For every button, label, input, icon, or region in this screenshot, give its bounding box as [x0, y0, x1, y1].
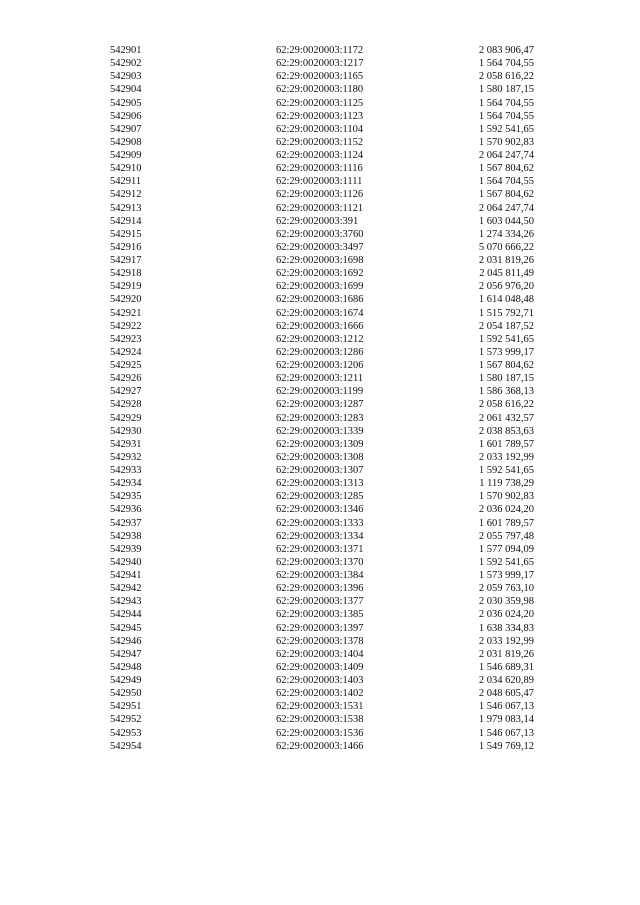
- table-row: [0, 543, 640, 556]
- table-row: [0, 595, 640, 608]
- table-row: [0, 713, 640, 726]
- row-id: 542905: [110, 97, 142, 109]
- row-id: 542952: [110, 714, 142, 726]
- cadastral-value: 1 577 094,09: [478, 543, 534, 555]
- table-row: [0, 425, 640, 438]
- row-id: 542939: [110, 543, 142, 555]
- cadastral-number: 62:29:0020003:1699: [276, 281, 364, 293]
- cadastral-number: 62:29:0020003:1172: [276, 45, 364, 56]
- cadastral-value: 2 056 976,20: [478, 281, 534, 293]
- cadastral-value: 1 592 541,65: [478, 465, 534, 476]
- table-row: [0, 635, 640, 648]
- cadastral-value: 2 064 247,74: [478, 202, 534, 214]
- table-row: [0, 385, 640, 398]
- table-row: [0, 149, 640, 162]
- cadastral-number: 62:29:0020003:1121: [276, 202, 364, 214]
- cadastral-number: 62:29:0020003:1531: [276, 701, 364, 713]
- cadastral-number: 62:29:0020003:3760: [276, 228, 364, 240]
- cadastral-number: 62:29:0020003:1686: [276, 294, 364, 306]
- cadastral-value: 1 119 738,29: [479, 478, 534, 490]
- cadastral-value: 2 030 359,98: [478, 596, 534, 608]
- row-id: 542935: [110, 491, 142, 503]
- cadastral-value: 1 573 999,17: [478, 570, 534, 581]
- row-id: 542948: [110, 661, 142, 673]
- cadastral-number: 62:29:0020003:1211: [276, 373, 364, 385]
- cadastral-value: 2 033 192,99: [478, 635, 534, 647]
- table-row: [0, 188, 640, 201]
- cadastral-number: 62:29:0020003:1409: [276, 661, 364, 673]
- cadastral-value: 1 592 541,65: [478, 123, 534, 135]
- table-row: [0, 398, 640, 411]
- cadastral-number: 62:29:0020003:1286: [276, 346, 364, 358]
- cadastral-number: 62:29:0020003:1307: [276, 465, 364, 476]
- table-row: [0, 228, 640, 241]
- row-id: 542925: [110, 360, 142, 371]
- table-row: [0, 674, 640, 687]
- row-id: 542901: [110, 45, 142, 56]
- row-id: 542911: [110, 176, 142, 188]
- cadastral-value: 2 045 811,49: [479, 268, 534, 280]
- cadastral-value: 1 549 769,12: [478, 740, 534, 752]
- table-row: [0, 136, 640, 149]
- cadastral-value: 1 564 704,55: [478, 58, 534, 70]
- table-row: [0, 687, 640, 700]
- row-id: 542921: [110, 307, 142, 319]
- cadastral-value: 1 546 067,13: [478, 701, 534, 713]
- table-row: [0, 438, 640, 451]
- cadastral-number: 62:29:0020003:1285: [276, 491, 364, 503]
- row-id: 542932: [110, 451, 142, 463]
- table-row: [0, 464, 640, 477]
- table-row: [0, 490, 640, 503]
- row-id: 542953: [110, 727, 142, 739]
- row-id: 542941: [110, 570, 142, 581]
- cadastral-value: 2 058 616,22: [478, 71, 534, 83]
- cadastral-number: 62:29:0020003:1123: [276, 110, 364, 122]
- table-row: [0, 202, 640, 215]
- cadastral-number: 62:29:0020003:1152: [276, 136, 364, 148]
- row-id: 542949: [110, 675, 142, 686]
- row-id: 542907: [110, 123, 142, 135]
- cadastral-number: 62:29:0020003:1206: [276, 360, 364, 371]
- cadastral-value: 1 592 541,65: [478, 556, 534, 568]
- cadastral-number: 62:29:0020003:1333: [276, 517, 364, 529]
- table-row: [0, 293, 640, 306]
- cadastral-value: 2 036 024,20: [478, 504, 534, 516]
- cadastral-value: 2 038 853,63: [478, 425, 534, 437]
- cadastral-number: 62:29:0020003:1466: [276, 740, 364, 752]
- cadastral-number: 62:29:0020003:1116: [276, 163, 363, 175]
- cadastral-value: 1 601 789,57: [478, 438, 534, 450]
- table-row: [0, 44, 640, 57]
- table-row: [0, 700, 640, 713]
- table-row: [0, 569, 640, 582]
- table-row: [0, 346, 640, 359]
- row-id: 542909: [110, 150, 142, 161]
- row-id: 542950: [110, 688, 142, 700]
- cadastral-number: 62:29:0020003:1199: [276, 386, 364, 398]
- table-row: [0, 451, 640, 464]
- cadastral-value: 1 614 048,48: [478, 294, 534, 306]
- table-row: [0, 320, 640, 333]
- cadastral-value: 1 567 804,62: [478, 189, 534, 201]
- cadastral-value: 1 979 083,14: [478, 714, 534, 726]
- row-id: 542902: [110, 58, 142, 70]
- row-id: 542908: [110, 136, 142, 148]
- cadastral-number: 62:29:0020003:1126: [276, 189, 364, 201]
- cadastral-number: 62:29:0020003:1402: [276, 688, 364, 700]
- cadastral-value: 1 580 187,15: [478, 373, 534, 385]
- cadastral-number: 62:29:0020003:1180: [276, 84, 364, 96]
- table-row: [0, 162, 640, 175]
- row-id: 542924: [110, 346, 142, 358]
- table-row: [0, 412, 640, 425]
- table-row: [0, 175, 640, 188]
- table-row: [0, 280, 640, 293]
- cadastral-value: 2 048 605,47: [478, 688, 534, 700]
- cadastral-number: 62:29:0020003:1104: [276, 123, 364, 135]
- row-id: 542927: [110, 386, 142, 398]
- row-id: 542922: [110, 320, 142, 332]
- cadastral-value: 1 546 067,13: [478, 727, 534, 739]
- row-id: 542904: [110, 84, 142, 96]
- row-id: 542930: [110, 425, 142, 437]
- cadastral-value: 2 055 797,48: [478, 530, 534, 542]
- table-row: [0, 307, 640, 320]
- row-id: 542912: [110, 189, 142, 201]
- row-id: 542910: [110, 163, 142, 175]
- table-row: [0, 359, 640, 372]
- cadastral-number: 62:29:0020003:1346: [276, 504, 364, 516]
- cadastral-number: 62:29:0020003:1371: [276, 543, 364, 555]
- table-row: [0, 333, 640, 346]
- row-id: 542942: [110, 583, 142, 595]
- cadastral-number: 62:29:0020003:391: [276, 215, 359, 227]
- cadastral-number: 62:29:0020003:1403: [276, 675, 364, 686]
- cadastral-value: 5 070 666,22: [478, 241, 534, 253]
- cadastral-value: 2 058 616,22: [478, 399, 534, 411]
- table-row: [0, 503, 640, 516]
- table-row: [0, 661, 640, 674]
- cadastral-value: 1 638 334,83: [478, 622, 534, 634]
- table-row: [0, 648, 640, 661]
- table-row: [0, 556, 640, 569]
- cadastral-value: 2 031 819,26: [478, 648, 534, 660]
- row-id: 542933: [110, 465, 142, 476]
- cadastral-number: 62:29:0020003:1397: [276, 622, 364, 634]
- row-id: 542903: [110, 71, 142, 83]
- row-id: 542914: [110, 215, 142, 227]
- cadastral-number: 62:29:0020003:1396: [276, 583, 364, 595]
- cadastral-value: 2 033 192,99: [478, 451, 534, 463]
- cadastral-value: 2 054 187,52: [478, 320, 534, 332]
- row-id: 542917: [110, 255, 142, 266]
- cadastral-value: 1 567 804,62: [478, 163, 534, 175]
- cadastral-value: 1 564 704,55: [478, 110, 534, 122]
- row-id: 542918: [110, 268, 142, 280]
- cadastral-value: 2 083 906,47: [478, 45, 534, 56]
- table-row: [0, 97, 640, 110]
- cadastral-number: 62:29:0020003:1125: [276, 97, 364, 109]
- cadastral-value: 2 031 819,26: [478, 255, 534, 266]
- cadastral-number: 62:29:0020003:1339: [276, 425, 364, 437]
- cadastral-number: 62:29:0020003:1212: [276, 333, 364, 345]
- cadastral-number: 62:29:0020003:3497: [276, 241, 364, 253]
- row-id: 542938: [110, 530, 142, 542]
- cadastral-value: 1 515 792,71: [478, 307, 534, 319]
- table-row: [0, 57, 640, 70]
- table-row: [0, 608, 640, 621]
- cadastral-number: 62:29:0020003:1378: [276, 635, 364, 647]
- cadastral-number: 62:29:0020003:1384: [276, 570, 364, 581]
- cadastral-number: 62:29:0020003:1334: [276, 530, 364, 542]
- cadastral-value: 1 570 902,83: [478, 491, 534, 503]
- cadastral-number: 62:29:0020003:1309: [276, 438, 364, 450]
- row-id: 542951: [110, 701, 142, 713]
- row-id: 542906: [110, 110, 142, 122]
- table-row: [0, 372, 640, 385]
- cadastral-number: 62:29:0020003:1370: [276, 556, 364, 568]
- table-row: [0, 254, 640, 267]
- cadastral-number: 62:29:0020003:1124: [276, 150, 364, 161]
- row-id: 542919: [110, 281, 142, 293]
- cadastral-number: 62:29:0020003:1698: [276, 255, 364, 266]
- table-row: [0, 477, 640, 490]
- table-row: [0, 727, 640, 740]
- row-id: 542943: [110, 596, 142, 608]
- row-id: 542940: [110, 556, 142, 568]
- row-id: 542920: [110, 294, 142, 306]
- row-id: 542946: [110, 635, 142, 647]
- row-id: 542928: [110, 399, 142, 411]
- cadastral-value: 1 601 789,57: [478, 517, 534, 529]
- cadastral-value: 1 567 804,62: [478, 360, 534, 371]
- cadastral-value: 2 061 432,57: [478, 412, 534, 424]
- table-row: [0, 530, 640, 543]
- cadastral-value: 1 580 187,15: [478, 84, 534, 96]
- cadastral-value: 1 592 541,65: [478, 333, 534, 345]
- cadastral-number: 62:29:0020003:1666: [276, 320, 364, 332]
- table-row: [0, 215, 640, 228]
- cadastral-number: 62:29:0020003:1674: [276, 307, 364, 319]
- table-row: [0, 123, 640, 136]
- table-row: [0, 70, 640, 83]
- cadastral-number: 62:29:0020003:1283: [276, 412, 364, 424]
- cadastral-number: 62:29:0020003:1377: [276, 596, 364, 608]
- row-id: 542923: [110, 333, 142, 345]
- row-id: 542937: [110, 517, 142, 529]
- cadastral-number: 62:29:0020003:1313: [276, 478, 364, 490]
- cadastral-number: 62:29:0020003:1538: [276, 714, 364, 726]
- cadastral-number: 62:29:0020003:1217: [276, 58, 364, 70]
- row-id: 542945: [110, 622, 142, 634]
- cadastral-number: 62:29:0020003:1536: [276, 727, 364, 739]
- table-row: [0, 267, 640, 280]
- row-id: 542926: [110, 373, 142, 385]
- row-id: 542934: [110, 478, 142, 490]
- cadastral-value: 1 274 334,26: [478, 228, 534, 240]
- table-row: [0, 241, 640, 254]
- row-id: 542954: [110, 740, 142, 752]
- cadastral-number: 62:29:0020003:1165: [276, 71, 364, 83]
- table-row: [0, 110, 640, 123]
- table-row: [0, 517, 640, 530]
- row-id: 542931: [110, 438, 142, 450]
- table-row: [0, 740, 640, 753]
- cadastral-value: 1 564 704,55: [478, 97, 534, 109]
- cadastral-value: 2 064 247,74: [478, 150, 534, 161]
- cadastral-value: 1 603 044,50: [478, 215, 534, 227]
- cadastral-number: 62:29:0020003:1385: [276, 609, 364, 621]
- cadastral-number: 62:29:0020003:1404: [276, 648, 364, 660]
- row-id: 542929: [110, 412, 142, 424]
- table-row: [0, 582, 640, 595]
- cadastral-value: 1 570 902,83: [478, 136, 534, 148]
- cadastral-value: 1 573 999,17: [478, 346, 534, 358]
- cadastral-number: 62:29:0020003:1287: [276, 399, 364, 411]
- cadastral-value: 2 034 620,89: [478, 675, 534, 686]
- cadastral-number: 62:29:0020003:1308: [276, 451, 364, 463]
- cadastral-value: 1 564 704,55: [478, 176, 534, 188]
- data-table: [0, 44, 640, 753]
- row-id: 542947: [110, 648, 142, 660]
- row-id: 542913: [110, 202, 142, 214]
- cadastral-number: 62:29:0020003:1692: [276, 268, 364, 280]
- row-id: 542916: [110, 241, 142, 253]
- cadastral-value: 1 546 689,31: [478, 661, 534, 673]
- cadastral-value: 2 059 763,10: [478, 583, 534, 595]
- cadastral-number: 62:29:0020003:1111: [276, 176, 363, 188]
- table-row: [0, 622, 640, 635]
- row-id: 542915: [110, 228, 142, 240]
- cadastral-value: 1 586 368,13: [478, 386, 534, 398]
- row-id: 542944: [110, 609, 142, 621]
- cadastral-value: 2 036 024,20: [478, 609, 534, 621]
- table-row: [0, 83, 640, 96]
- row-id: 542936: [110, 504, 142, 516]
